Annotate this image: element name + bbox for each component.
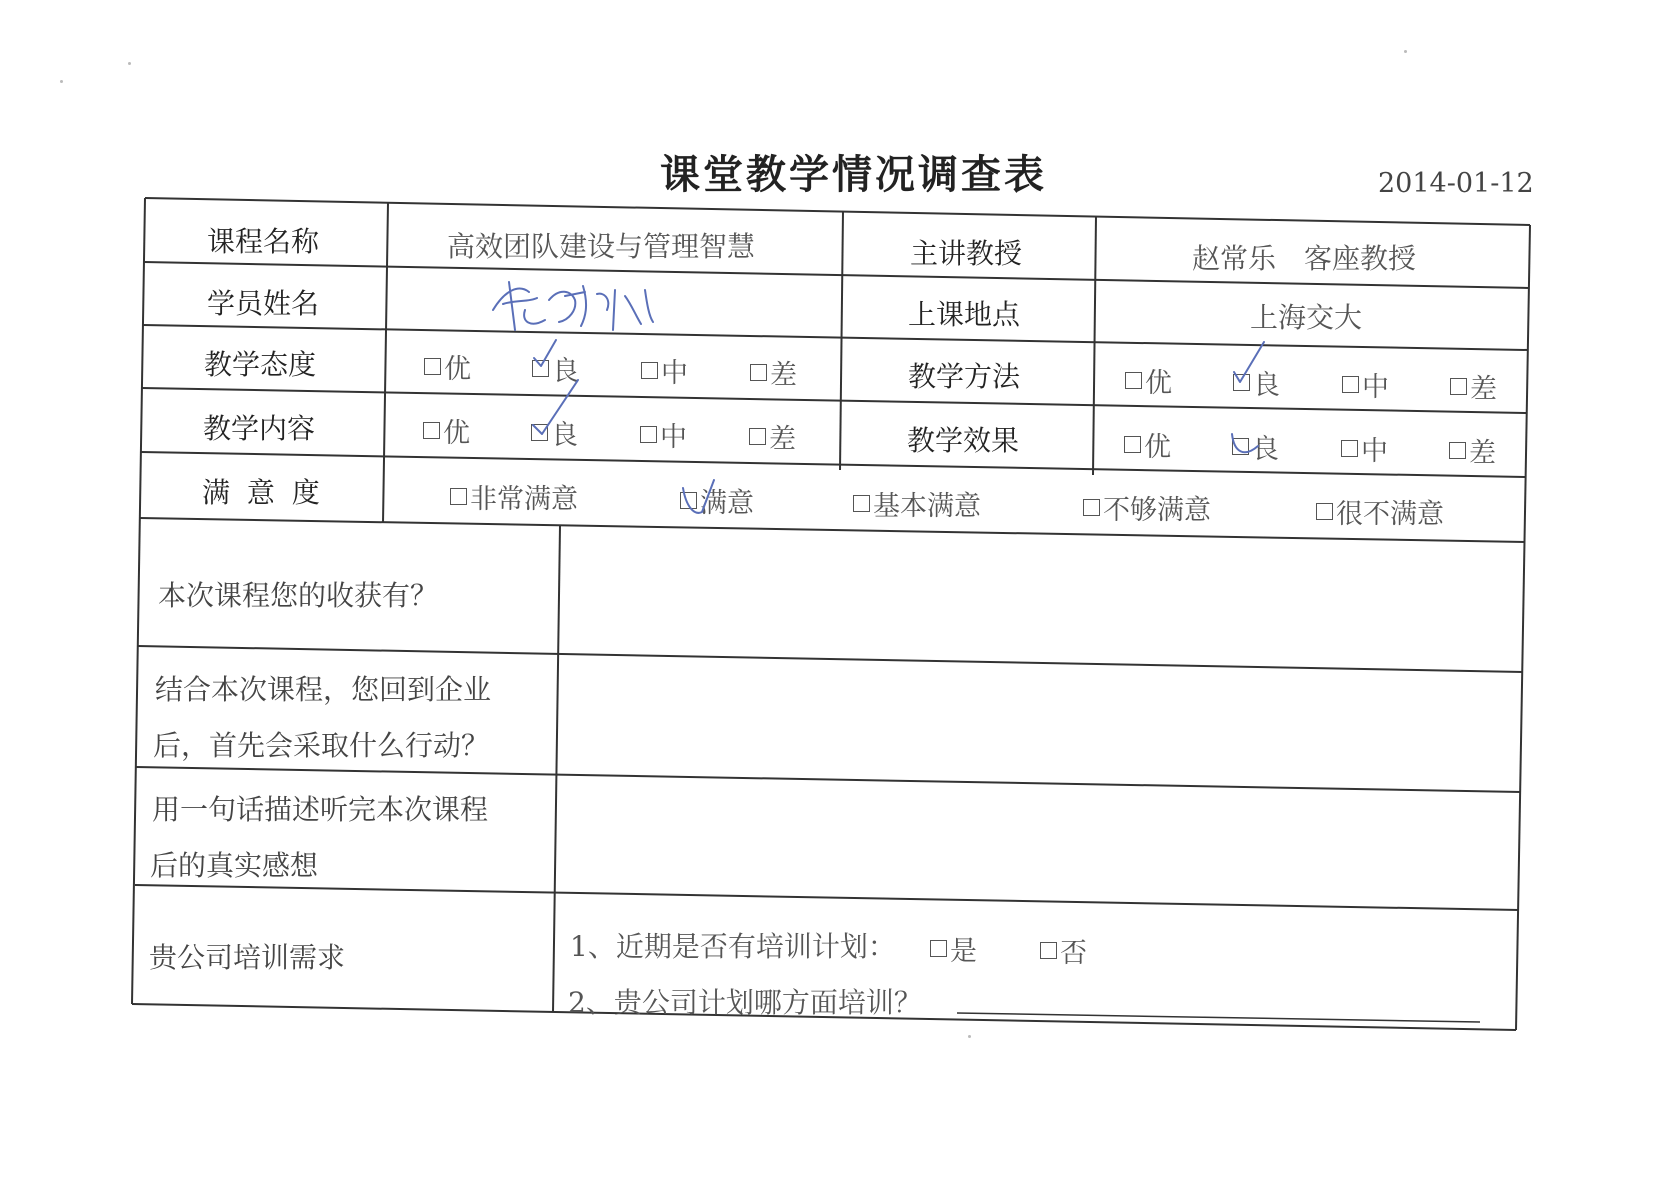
question-feeling-line1: 用一句话描述听完本次课程	[152, 793, 489, 826]
option-label: 良	[1253, 370, 1280, 401]
question-action-line2: 后，首先会采取什么行动？	[153, 729, 490, 762]
label-student-name: 学员姓名	[207, 287, 320, 320]
satisfaction-option-satisfied[interactable]	[680, 481, 754, 520]
question-feeling-line2: 后的真实感想	[150, 849, 319, 882]
option-label: 否	[1060, 938, 1087, 969]
attitude-option-cha[interactable]	[750, 353, 797, 392]
checkbox[interactable]	[1124, 436, 1141, 453]
option-label: 优	[1145, 368, 1172, 399]
satisfaction-option-not-enough[interactable]	[1083, 488, 1211, 527]
checkbox[interactable]	[1450, 378, 1467, 395]
student-signature	[485, 270, 685, 340]
training-item1: 1、近期是否有培训计划：	[570, 930, 896, 963]
training-option-no[interactable]	[1040, 931, 1087, 970]
checkbox-checked[interactable]	[531, 424, 548, 441]
checkbox[interactable]	[1449, 442, 1466, 459]
attitude-option-you[interactable]	[424, 347, 471, 386]
option-label: 优	[444, 354, 471, 385]
course-name-value: 高效团队建设与管理智慧	[447, 230, 756, 263]
training-item2: 2、贵公司计划哪方面培训？	[568, 986, 922, 1019]
form-title: 课堂教学情况调查表	[660, 152, 1047, 198]
label-method: 教学方法	[908, 360, 1021, 393]
option-label: 良	[1252, 434, 1279, 465]
option-label: 满意	[700, 488, 754, 519]
method-option-zhong[interactable]	[1342, 365, 1389, 404]
option-label: 优	[1144, 432, 1171, 463]
label-content: 教学内容	[203, 412, 316, 445]
checkbox-checked[interactable]	[1232, 438, 1249, 455]
checkbox[interactable]	[640, 426, 657, 443]
content-option-zhong[interactable]	[640, 415, 687, 454]
checkbox[interactable]	[423, 422, 440, 439]
label-satisfaction: 满 意 度	[202, 476, 324, 509]
checkbox[interactable]	[930, 940, 947, 957]
content-option-you[interactable]	[423, 411, 470, 450]
location-value: 上海交大	[1250, 301, 1363, 334]
satisfaction-option-very-unsatisfied[interactable]	[1316, 492, 1444, 531]
checkbox[interactable]	[1342, 376, 1359, 393]
checkbox[interactable]	[750, 364, 767, 381]
satisfaction-option-very[interactable]	[450, 477, 578, 516]
checkbox-checked[interactable]	[1233, 374, 1250, 391]
option-label: 很不满意	[1336, 499, 1444, 530]
method-option-you[interactable]	[1125, 361, 1172, 400]
checkbox-checked[interactable]	[680, 492, 697, 509]
checkbox[interactable]	[1040, 942, 1057, 959]
option-label: 良	[551, 420, 578, 451]
method-option-liang[interactable]	[1233, 363, 1280, 402]
option-label: 非常满意	[470, 484, 578, 515]
question-gains: 本次课程您的收获有？	[158, 579, 439, 612]
option-label: 差	[1469, 438, 1496, 469]
effect-option-cha[interactable]	[1449, 431, 1496, 470]
form-date: 2014-01-12	[1378, 168, 1534, 199]
option-label: 是	[950, 936, 977, 967]
checkbox[interactable]	[424, 358, 441, 375]
content-option-cha[interactable]	[749, 417, 796, 456]
checkbox[interactable]	[1083, 499, 1100, 516]
effect-option-you[interactable]	[1124, 425, 1171, 464]
label-professor: 主讲教授	[910, 237, 1023, 270]
checkbox[interactable]	[1125, 372, 1142, 389]
option-label: 差	[1470, 374, 1497, 405]
professor-value: 赵常乐 客座教授	[1192, 242, 1417, 275]
option-label: 差	[769, 424, 796, 455]
content-option-liang[interactable]	[531, 413, 578, 452]
option-label: 良	[552, 356, 579, 387]
checkbox[interactable]	[641, 362, 658, 379]
question-training-needs: 贵公司培训需求	[149, 941, 346, 974]
option-label: 中	[660, 422, 687, 453]
option-label: 中	[661, 358, 688, 389]
effect-option-liang[interactable]	[1232, 427, 1279, 466]
effect-option-zhong[interactable]	[1341, 429, 1388, 468]
label-location: 上课地点	[908, 298, 1021, 331]
option-label: 差	[770, 360, 797, 391]
option-label: 不够满意	[1103, 495, 1211, 526]
option-label: 基本满意	[873, 491, 981, 522]
option-label: 中	[1361, 436, 1388, 467]
satisfaction-option-basic[interactable]	[853, 484, 981, 523]
question-action-line1: 结合本次课程，您回到企业	[155, 673, 492, 706]
option-label: 中	[1362, 372, 1389, 403]
checkbox[interactable]	[749, 428, 766, 445]
checkbox[interactable]	[853, 495, 870, 512]
option-label: 优	[443, 418, 470, 449]
training-option-yes[interactable]	[930, 929, 977, 968]
checkbox[interactable]	[1341, 440, 1358, 457]
checkbox[interactable]	[1316, 503, 1333, 520]
label-course-name: 课程名称	[207, 225, 320, 258]
attitude-option-zhong[interactable]	[641, 351, 688, 390]
checkbox[interactable]	[450, 488, 467, 505]
label-attitude: 教学态度	[204, 348, 317, 381]
method-option-cha[interactable]	[1450, 367, 1497, 406]
checkbox-checked[interactable]	[532, 360, 549, 377]
attitude-option-liang[interactable]	[532, 349, 579, 388]
label-effect: 教学效果	[907, 424, 1020, 457]
